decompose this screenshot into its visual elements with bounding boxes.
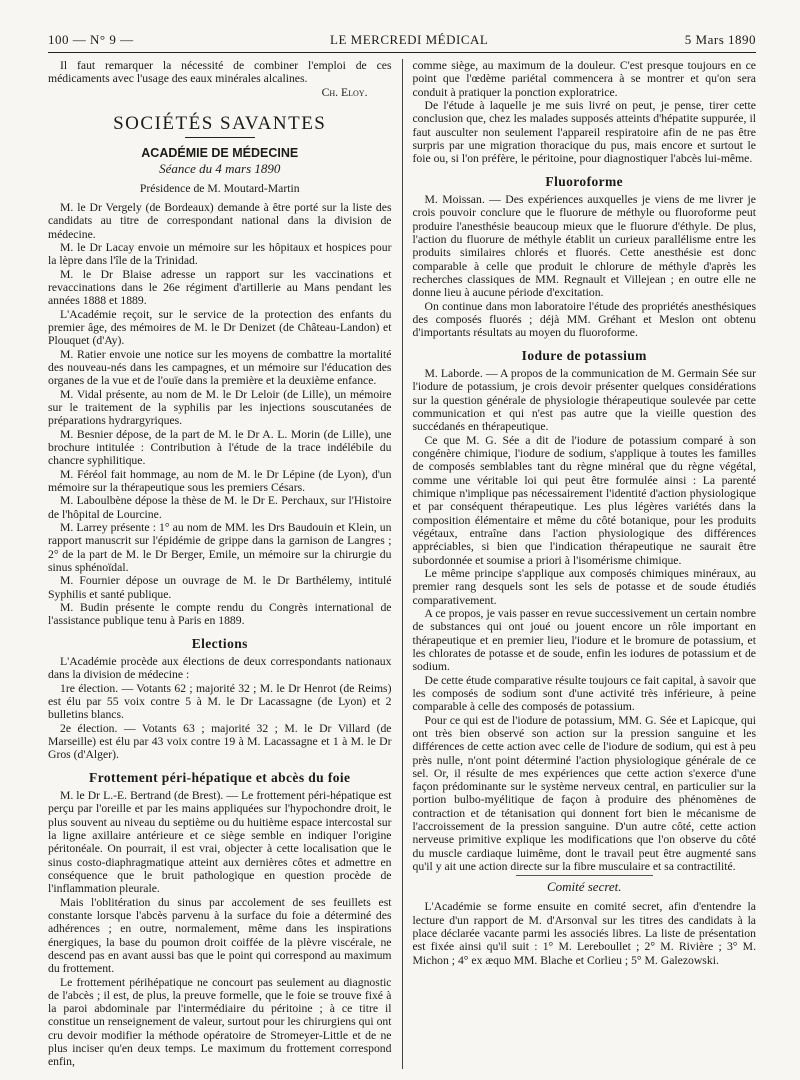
fluoroforme-heading: Fluoroforme bbox=[545, 173, 624, 189]
notice-paragraph: L'Académie reçoit, sur le service de la protection des enfants du premier âge, des mémoires de M. le Dr Denizet (de Château-Landon) et Plouquet (d'Ay). bbox=[48, 307, 392, 348]
notice-paragraph: M. Laboulbène dépose la thèse de M. le Dr E. Perchaux, sur l'Histoire de l'hôpital de Lourcine. bbox=[48, 494, 392, 521]
iodure-paragraph: A ce propos, je vais passer en revue successivement un certain nombre de substances qui ont joué ou jouent encore un rôle important en thérapeutique et en premier lieu, l'iodure et le bromure de potassium, et les chlorates de potasse et de soude, enfin les iodures de potassium et de sodium. bbox=[412, 606, 756, 674]
notice-paragraph: M. Fournier dépose un ouvrage de M. le Dr Barthélemy, intitulé Syphilis et santé publique. bbox=[48, 574, 392, 601]
elections-heading: Elections bbox=[191, 635, 248, 651]
right-column bbox=[403, 59, 757, 1069]
elections-paragraph: L'Académie procède aux élections de deux correspondants nationaux dans la division de médecine : bbox=[48, 654, 392, 682]
fluoroforme-paragraph: On continue dans mon laboratoire l'étude des propriétés anesthésiques des composés fluorés ; déjà MM. Gréhant et Meslon ont obtenu d'importants résultats au moyen du fluoroforme. bbox=[412, 299, 756, 340]
notice-paragraph: M. Féréol fait hommage, au nom de M. le Dr Lépine (de Lyon), d'un mémoire sur la thérapeutique sous les premiers Césars. bbox=[48, 467, 392, 494]
continuation-paragraph: comme siège, au maximum de la douleur. C'est presque toujours en ce point que l'œdème pariétal commencera à se montrer et qu'on sera conduit à pratiquer la ponction exploratrice. bbox=[412, 59, 756, 99]
academy-heading: ACADÉMIE DE MÉDECINE bbox=[141, 145, 299, 160]
notice-paragraph: M. le Dr Lacay envoie un mémoire sur les hôpitaux et hospices pour la lèpre dans l'île de la Trinidad. bbox=[48, 241, 392, 268]
elections-paragraph: 2e élection. — Votants 63 ; majorité 32 ; M. le Dr Villard (de Marseille) est élu par 43 voix contre 19 à M. Lacassagne et 1 à M. le Dr Gros (d'Alger). bbox=[48, 721, 392, 762]
divider bbox=[185, 137, 255, 138]
notice-paragraph: M. Larrey présente : 1° au nom de MM. les Drs Baudouin et Klein, un rapport manuscrit sur l'épidémie de grippe dans la garnison de Langres ; 2° de la part de M. le Dr Berger, Emile, un mémoire sur la chirurgie du sinus sphénoïdal. bbox=[48, 520, 392, 574]
issue-date: 5 Mars 1890 bbox=[684, 32, 756, 47]
fluoroforme-paragraph: M. Moissan. — Des expériences auxquelles je viens de me livrer je crois pouvoir conclure que le fluorure de méthyle ou fluoroforme peut produire l'anesthésie beaucoup mieux que le fluorure d'éthyle. De plus, l'action du fluorure de méthyle établit un curieux parallélisme entre les produits similaires chlorés et fluorés. Cette anesthésie est donc comparable à celle que produit le chlorure de méthyle d'après les recherches classiques de MM. Regnault et Villejean ; en outre elle ne donne lieu à aucune période d'excitation. bbox=[412, 193, 756, 300]
elections-paragraph: 1re élection. — Votants 62 ; majorité 32 ; M. le Dr Henrot (de Reims) est élu par 55 voix contre 5 à M. le Dr Lacassagne (de Lyon) et 2 bulletins blancs. bbox=[48, 681, 392, 722]
frottement-heading: Frottement péri-hépatique et abcès du foie bbox=[89, 769, 351, 785]
iodure-paragraph: Pour ce qui est de l'iodure de potassium, MM. G. Sée et Lapicque, qui ont très bien observé son action sur la pression sanguine et les différences de cette action avec celle de l'iodure de sodium, qui est à peu près nulle, n'ont point déterminé l'action physiologique générale de ce sel. Or, il résulte de mes expériences que cette action s'exerce d'une façon prédominante sur le système nerveux central, en particulier sur la portion bulbo-myélitique de façon à produire des phénomènes de contraction et de tétanisation qui donnent fort bien le mécanisme de l'accroissement de la pression sanguine. D'un autre côté, cette action nerveuse primitive explique les modifications que l'on observe du côté du muscle cardiaque luimême, dont le travail peut être augmenté sans qu'il y ait une action directe sur la fibre musculaire et sa contractilité. bbox=[412, 713, 756, 874]
left-column bbox=[48, 59, 403, 1069]
intro-paragraph: Il faut remarquer la nécessité de combiner l'emploi de ces médicaments avec l'usage des eaux minérales alcalines. bbox=[48, 59, 392, 86]
comite-heading: Comité secret. bbox=[546, 879, 622, 895]
running-header bbox=[48, 32, 756, 53]
presidency-line: Présidence de M. Moutard-Martin bbox=[139, 181, 300, 195]
two-column-body bbox=[48, 59, 756, 1069]
session-date: Séance du 4 mars 1890 bbox=[159, 160, 281, 176]
frottement-paragraph: M. le Dr L.-E. Bertrand (de Brest). — Le frottement péri-hépatique est perçu par l'oreille et par les mains appliquées sur l'hypochondre droit, le plus souvent au niveau du septième ou du huitième espace intercostal sur la ligne axillaire antérieure et ce siège semble en indiquer l'origine péritonéale. On pourrait, il est vrai, objecter à cette localisation que le sinus costo-diaphragmatique atteint aux dernières côtes et admettre en conséquence que le bruit pathologique en question procède de l'inflammation pleurale. bbox=[48, 788, 392, 896]
notice-paragraph: M. le Dr Blaise adresse un rapport sur les vaccinations et revaccinations dans le 26e régiment d'artillerie au Mans pendant les années 1888 et 1889. bbox=[48, 267, 392, 308]
comite-paragraph: L'Académie se forme ensuite en comité secret, afin d'entendre la lecture d'un rapport de M. d'Arsonval sur les titres des candidats à la place déclarée vacante parmi les associés libres. La liste de présentation est fixée ainsi qu'il suit : 1° M. Lereboullet ; 2° M. Rivière ; 3° M. Michon ; 4° ex æquo MM. Blache et Corlieu ; 5° M. Galezowski. bbox=[412, 900, 756, 967]
iodure-paragraph: M. Laborde. — A propos de la communication de M. Germain Sée sur l'iodure de potassium, je crois devoir présenter quelques considérations sur la question générale de physiologie thérapeutique soulevée par cette communication et qui n'est pas autre que la vieille question des succédanés en thérapeutique. bbox=[412, 366, 756, 434]
iodure-paragraph: Ce que M. G. Sée a dit de l'iodure de potassium comparé à son congénère chimique, l'iodure de sodium, s'applique à toutes les familles de composés semblables tant du règne minéral que du règne végétal, comme une véritable loi qui peut être formulée ainsi : La parenté chimique n'implique pas nécessairement l'identité d'action physiologique et par conséquent thérapeutique. Les plus légères variétés dans la composition élémentaire et même du côté botanique, pour les produits végétaux, entraîne dans l'action physiologique des différences appréciables, si bien que l'indication thérapeutique ne saurait être subordonnée et soumise a priori à l'isomérisme chimique. bbox=[412, 433, 756, 567]
notice-paragraph: M. Vidal présente, au nom de M. le Dr Leloir (de Lille), un mémoire sur le traitement de la syphilis par les injections souscutanées de préparations hydrargyriques. bbox=[48, 387, 392, 428]
iodure-paragraph: De cette étude comparative résulte toujours ce fait capital, à savoir que les composés de sodium sont d'une activité très inférieure, à peine comparable à celle des composés de potassium. bbox=[412, 673, 756, 714]
iodure-heading: Iodure de potassium bbox=[521, 347, 647, 363]
notice-paragraph: M. Besnier dépose, de la part de M. le Dr A. L. Morin (de Lille), une brochure intitulée : Contribution à l'étude de la trace indélébile du chancre syphilitique. bbox=[48, 427, 392, 468]
divider bbox=[516, 875, 653, 876]
page-number: 100 — N° 9 — bbox=[48, 32, 134, 47]
notice-paragraph: M. Budin présente le compte rendu du Congrès international de l'assistance publique tenu à Paris en 1889. bbox=[48, 600, 392, 628]
author-signature: Ch. Eloy. bbox=[321, 85, 368, 99]
notice-paragraph: M. Ratier envoie une notice sur les moyens de combattre la mortalité des nouveau-nés dans les campagnes, et un mémoire sur l'éducation des organes de la vue et de l'ouïe dans la première et la deuxième enfance. bbox=[48, 347, 392, 388]
frottement-paragraph: Mais l'oblitération du sinus par accolement de ses feuillets est constante lorsque l'abcès parvenu à la surface du foie a déterminé des adhérences ; en outre, normalement, même dans les inspirations énergiques, la base du poumon droit coiffée de la plèvre viscérale, ne descend pas en avant aussi bas que le point qui correspond au maximum du frottement. bbox=[48, 895, 392, 976]
section-title: SOCIÉTÉS SAVANTES bbox=[113, 112, 327, 134]
iodure-paragraph: Le même principe s'applique aux composés chimiques minéraux, au premier rang desquels sont les sels de potasse et de soude étudiés comparativement. bbox=[412, 566, 756, 607]
journal-title: LE MERCREDI MÉDICAL bbox=[330, 32, 489, 47]
notice-paragraph: M. le Dr Vergely (de Bordeaux) demande à être porté sur la liste des candidats au titre de correspondant national dans la division de médecine. bbox=[48, 201, 392, 241]
frottement-paragraph: Le frottement périhépatique ne concourt pas seulement au diagnostic de l'abcès ; il est, de plus, la preuve formelle, que le foie se trouve fixé à la paroi abdominale par l'intermédiaire du péritoine ; à ce titre il constitue un renseignement de valeur, surtout pour les chirurgiens qui ont cru devoir modifier la méthode opératoire de Stromeyer-Little et de ne plus inciser qu'en deux temps. Le maximum du frottement correspond enfin, bbox=[48, 975, 392, 1069]
continuation-paragraph: De l'étude à laquelle je me suis livré on peut, je pense, tirer cette conclusion que, chez les malades supposés atteints d'hépatite suppurée, il faut ausculter non seulement l'appareil respiratoire afin de ne pas être surpris par une migration thoracique du pus, mais encore et surtout le foie ou, si l'on préfère, le péritoine, pour diagnostiquer l'abcès lui-même. bbox=[412, 98, 756, 166]
